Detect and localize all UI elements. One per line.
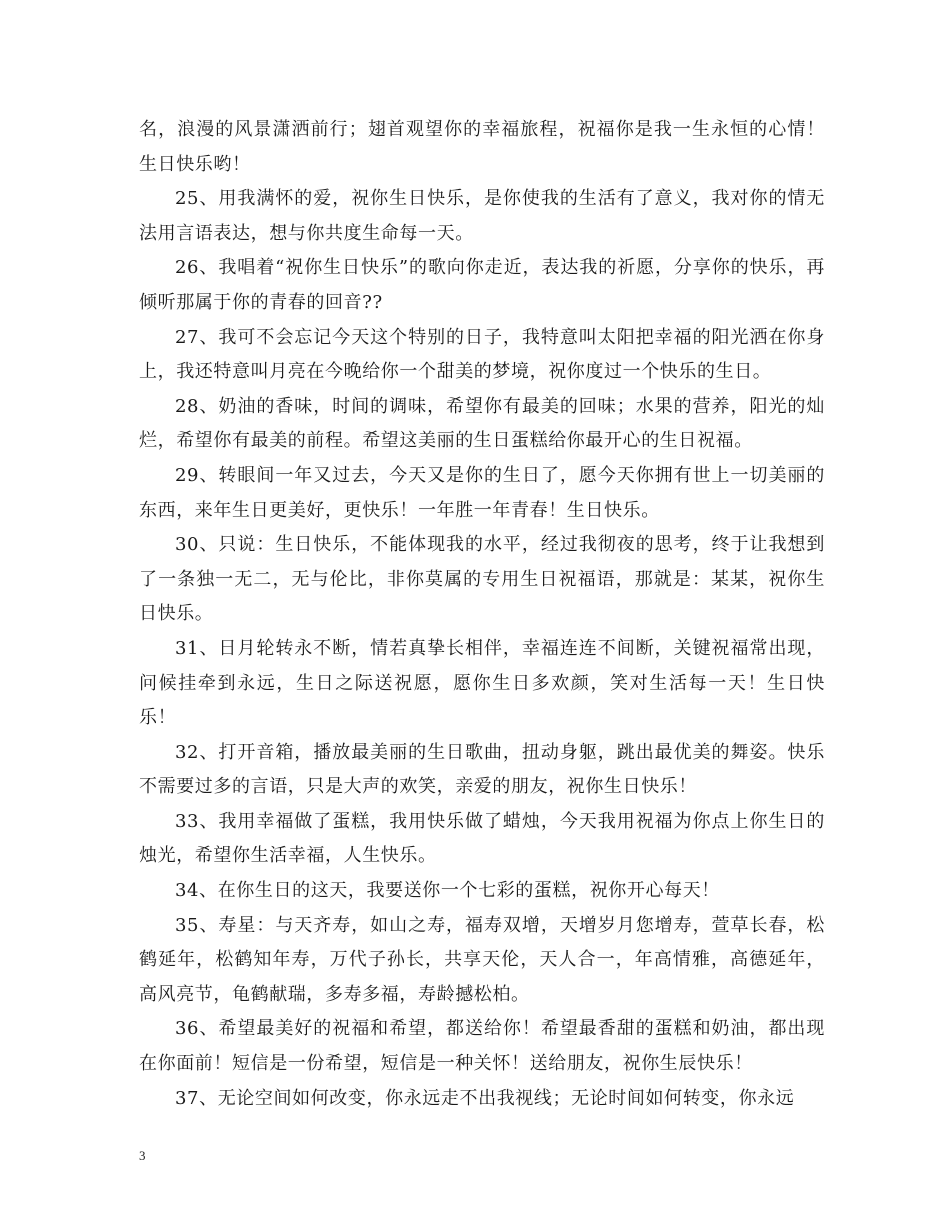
wish-paragraph-27: 27、我可不会忘记今天这个特别的日子，我特意叫太阳把幸福的阳光洒在你身上，我还特意叫月亮在今晚给你一个甜美的梦境，祝你度过一个快乐的生日。 bbox=[139, 326, 825, 383]
wish-paragraph-30: 30、只说：生日快乐，不能体现我的水平，经过我彻夜的思考，终于让我想到了一条独一无二，无与伦比，非你莫属的专用生日祝福语，那就是：某某，祝你生日快乐。 bbox=[139, 534, 825, 625]
wish-paragraph-32: 32、打开音箱，播放最美丽的生日歌曲，扭动身躯，跳出最优美的舞姿。快乐不需要过多的言语，只是大声的欢笑，亲爱的朋友，祝你生日快乐！ bbox=[139, 741, 825, 798]
wish-paragraph-37: 37、无论空间如何改变，你永远走不出我视线；无论时间如何转变，你永远 bbox=[175, 1087, 795, 1109]
wish-paragraph-28: 28、奶油的香味，时间的调味，希望你有最美的回味；水果的营养，阳光的灿烂，希望你有最美的前程。希望这美丽的生日蛋糕给你最开心的生日祝福。 bbox=[139, 395, 825, 452]
wish-paragraph-36: 36、希望最美好的祝福和希望，都送给你！希望最香甜的蛋糕和奶油，都出现在你面前！短信是一份希望，短信是一种关怀！送给朋友，祝你生辰快乐！ bbox=[139, 1018, 825, 1075]
body-text bbox=[139, 113, 825, 1116]
continuation-paragraph: 名，浪漫的风景潇洒前行；翅首观望你的幸福旅程，祝福你是我一生永恒的心情！生日快乐哟！ bbox=[139, 119, 825, 175]
wish-paragraph-25: 25、用我满怀的爱，祝你生日快乐，是你使我的生活有了意义，我对你的情无法用言语表达，想与你共度生命每一天。 bbox=[139, 188, 825, 244]
wish-paragraph-31: 31、日月轮转永不断，情若真挚长相伴，幸福连连不间断，关键祝福常出现，问候挂牵到永远，生日之际送祝愿，愿你生日多欢颜，笑对生活每一天！生日快乐！ bbox=[139, 637, 825, 729]
wish-paragraph-33: 33、我用幸福做了蛋糕，我用快乐做了蜡烛，今天我用祝福为你点上你生日的烛光，希望你生活幸福，人生快乐。 bbox=[139, 810, 825, 867]
wish-paragraph-34: 34、在你生日的这天，我要送你一个七彩的蛋糕，祝你开心每天！ bbox=[175, 880, 720, 902]
page-number: 3 bbox=[139, 1148, 146, 1163]
wish-paragraph-26: 26、我唱着“祝你生日快乐”的歌向你走近，表达我的祈愿，分享你的快乐，再倾听那属于你的青春的回音?? bbox=[139, 257, 825, 313]
wish-paragraph-29: 29、转眼间一年又过去，今天又是你的生日了，愿今天你拥有世上一切美丽的东西，来年生日更美好，更快乐！一年胜一年青春！生日快乐。 bbox=[139, 464, 825, 521]
wish-paragraph-35: 35、寿星：与天齐寿，如山之寿，福寿双增，天增岁月您增寿，萱草长春，松鹤延年，松鹤知年寿，万代子孙长，共享天伦，天人合一，年高情雅，高德延年，高风亮节，龟鹤献瑞，多寿多福，寿龄撼松柏。 bbox=[139, 914, 825, 1005]
